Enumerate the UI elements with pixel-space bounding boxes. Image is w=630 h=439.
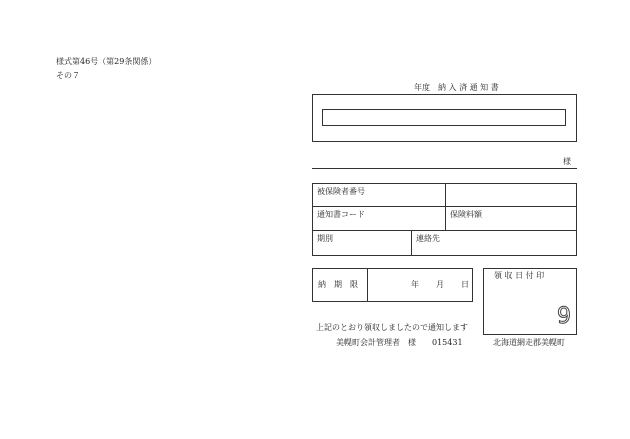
form-variant: その７: [56, 71, 80, 80]
addressee-box: [312, 94, 577, 142]
addressee-underline: [312, 168, 577, 169]
deadline-month-unit: 月: [436, 280, 444, 289]
addressee-name-field[interactable]: [322, 109, 566, 126]
form-number: 様式第46号（第29条関係）: [56, 57, 157, 66]
premium-amount-label: 保険料額: [450, 210, 482, 219]
period-label: 期別: [317, 234, 333, 243]
info-table-col-divider: [411, 230, 412, 256]
document-title: 年度 納 入 済 通 知 書: [414, 83, 499, 92]
deadline-year-unit: 年: [411, 280, 419, 289]
receipt-stamp-label: 領 収 日 付 印: [494, 271, 545, 280]
contact-label: 連絡先: [416, 234, 440, 243]
receipt-message: 上記のとおり領収しましたので通知します: [316, 323, 468, 332]
deadline-day-unit: 日: [461, 280, 469, 289]
notice-code-label: 通知書コード: [317, 210, 365, 219]
addressee-honorific: 様: [563, 157, 571, 166]
info-table-row-divider: [312, 230, 577, 231]
payment-deadline-divider: [367, 268, 368, 302]
insured-number-label: 被保険者番号: [317, 187, 365, 196]
info-table-col-divider: [445, 183, 446, 230]
town-address: 北海道網走郡美幌町: [493, 338, 565, 347]
payment-deadline-label: 納 期 限: [318, 280, 358, 289]
treasurer-line: 美幌町会計管理者 様 015431: [336, 338, 463, 347]
receipt-stamp-mark: 9: [557, 304, 571, 329]
